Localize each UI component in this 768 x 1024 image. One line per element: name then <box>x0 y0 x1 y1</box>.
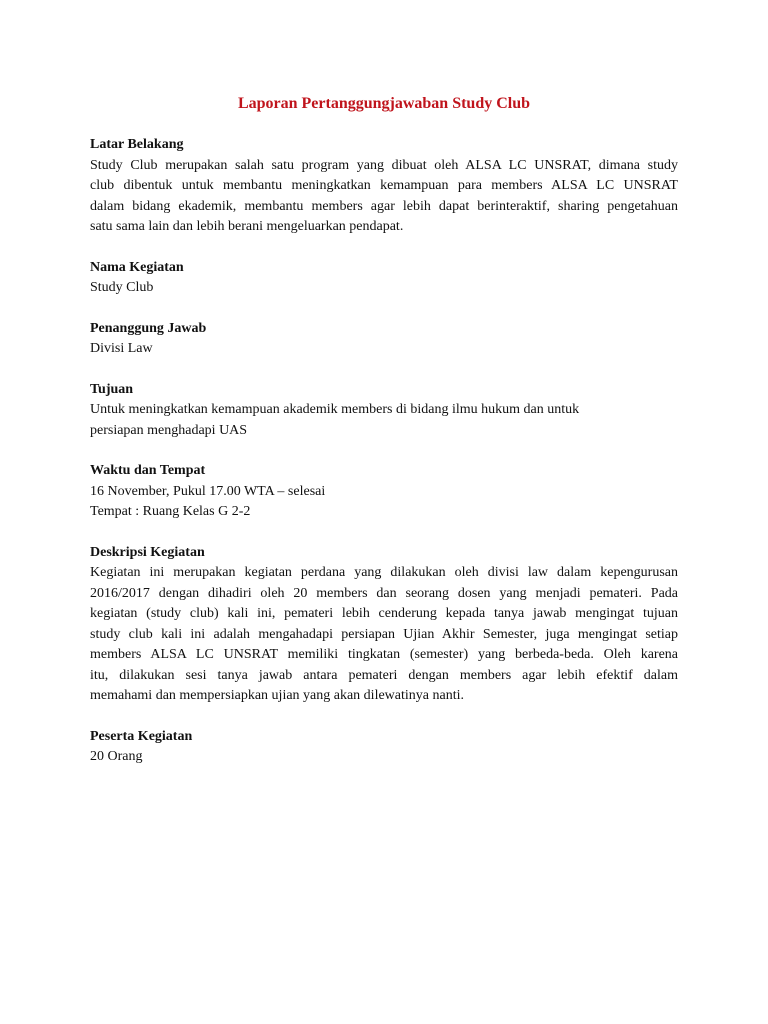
section-penanggung-jawab <box>90 319 678 360</box>
paragraph-line: dalam bidang ekademik, membantu members agar lebih dapat berinteraktif, sharing pengetahuan <box>90 198 678 214</box>
section-body-tujuan <box>90 400 678 441</box>
section-body-penanggung-jawab <box>90 339 678 360</box>
section-waktu-tempat <box>90 461 678 523</box>
section-body-nama-kegiatan <box>90 278 678 299</box>
paragraph-line: memahami dan mempersiapkan ujian yang akan dilewatinya nanti. <box>90 688 464 703</box>
paragraph-line: Untuk meningkatkan kemampuan akademik members di bidang ilmu hukum dan untuk <box>90 402 580 417</box>
section-deskripsi-kegiatan <box>90 543 678 707</box>
paragraph-line: Study Club <box>90 280 154 295</box>
section-heading-tujuan: Tujuan <box>90 381 134 397</box>
paragraph-line: satu sama lain dan lebih berani mengeluarkan pendapat. <box>90 219 404 234</box>
section-latar-belakang <box>90 135 678 238</box>
section-peserta-kegiatan <box>90 727 678 768</box>
section-nama-kegiatan <box>90 258 678 299</box>
paragraph-line: Tempat : Ruang Kelas G 2-2 <box>90 504 251 519</box>
paragraph-line: persiapan menghadapi UAS <box>90 422 248 438</box>
section-heading-deskripsi-kegiatan: Deskripsi Kegiatan <box>90 544 205 560</box>
document-page <box>90 94 678 768</box>
paragraph-line: 16 November, Pukul 17.00 WTA – selesai <box>90 483 326 499</box>
section-body-waktu-tempat <box>90 482 678 523</box>
section-body-latar-belakang <box>90 156 678 238</box>
paragraph-line: itu, dilakukan sesi tanya jawab antara pemateri dengan members agar lebih efektif dalam <box>90 667 678 683</box>
paragraph-line: Kegiatan ini merupakan kegiatan perdana yang dilakukan oleh divisi law dalam kepengurusan <box>90 565 678 580</box>
section-heading-latar-belakang: Latar Belakang <box>90 137 184 152</box>
paragraph-line: study club kali ini adalah mengahadapi persiapan Ujian Akhir Semester, juga mengingat setiap <box>90 626 678 642</box>
section-body-deskripsi-kegiatan <box>90 563 678 707</box>
section-body-peserta-kegiatan <box>90 747 678 768</box>
section-heading-nama-kegiatan: Nama Kegiatan <box>90 259 184 275</box>
section-heading-waktu-tempat: Waktu dan Tempat <box>90 463 206 478</box>
section-tujuan <box>90 380 678 442</box>
paragraph-line: Study Club merupakan salah satu program yang dibuat oleh ALSA LC UNSRAT, dimana study <box>90 157 678 173</box>
paragraph-line: members ALSA LC UNSRAT memiliki tingkatan (semester) yang berbeda-beda. Oleh karena <box>90 647 678 662</box>
paragraph-line: kegiatan (study club) kali ini, pemateri lebih cenderung kepada tanya jawab mengingat tujuan <box>90 606 678 621</box>
paragraph-line: 2016/2017 dengan dihadiri oleh 20 members dan seorang dosen yang menjadi pemateri. Pada <box>90 585 678 601</box>
section-heading-penanggung-jawab: Penanggung Jawab <box>90 320 207 336</box>
document-title: Laporan Pertanggungjawaban Study Club <box>237 95 531 112</box>
paragraph-line: club dibentuk untuk membantu meningkatkan kemampuan para members ALSA LC UNSRAT <box>90 178 678 193</box>
paragraph-line: Divisi Law <box>90 341 153 356</box>
section-heading-peserta-kegiatan: Peserta Kegiatan <box>90 728 193 744</box>
paragraph-line: 20 Orang <box>90 749 143 764</box>
